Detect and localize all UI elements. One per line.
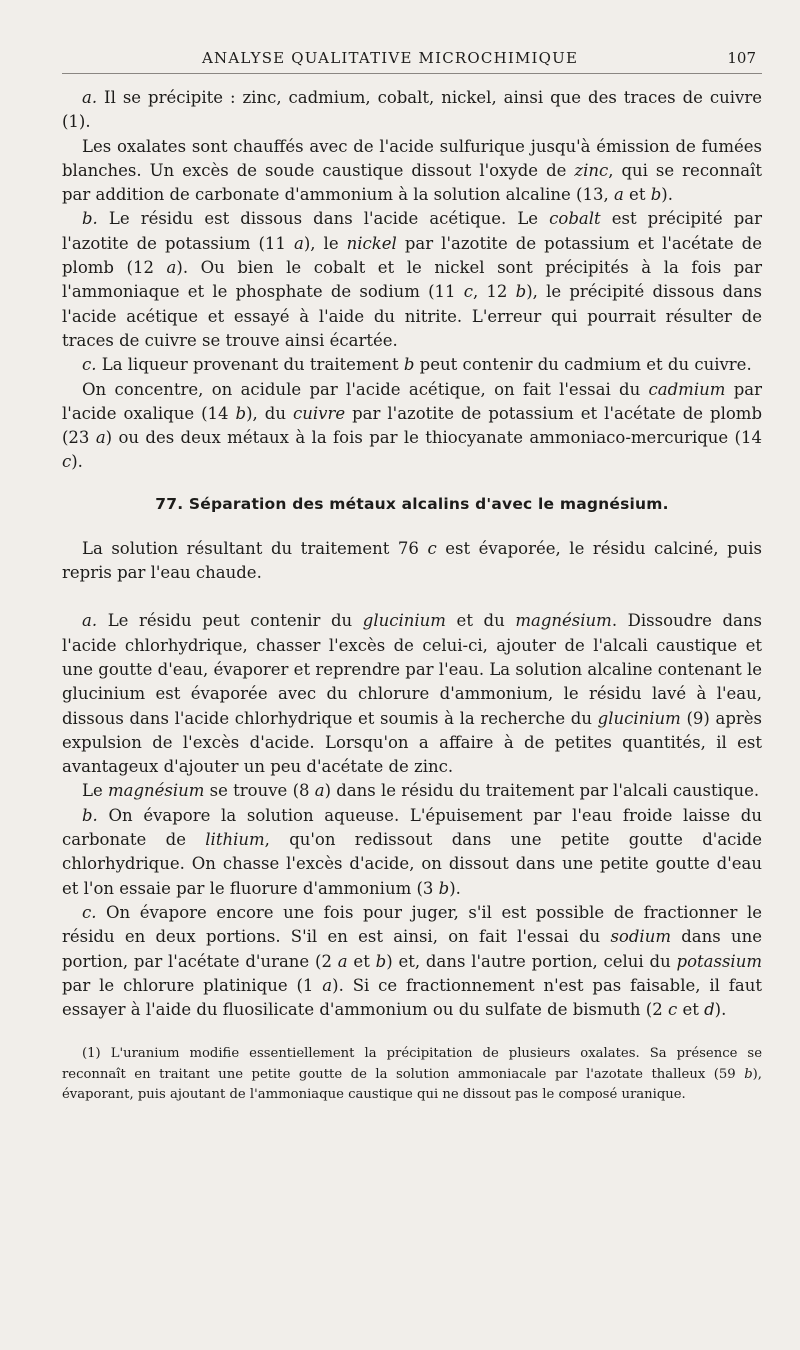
item-label: b. bbox=[82, 209, 98, 229]
running-title: ANALYSE QUALITATIVE MICROCHIMIQUE bbox=[202, 49, 579, 67]
footnote bbox=[62, 1044, 762, 1106]
paragraph-magnesium: Le magnésium se trouve (8 a) dans le résidu du traitement par l'alcali caustique. bbox=[82, 781, 760, 801]
paragraph-gap bbox=[62, 585, 762, 609]
item-label: c. bbox=[82, 355, 97, 375]
footnote-text: (1) L'uranium modifie essentiellement la précipitation de plusieurs oxalates. Sa présence se reconnaît en traitant une petite goutte de la solution ammoniacale par l'azotate thalleux (59 b), évaporant, puis ajoutant de l'ammoniaque caustique qui ne dissout pas le composé uranique. bbox=[62, 1046, 762, 1103]
paragraph-b-lithium: b. On évapore la solution aqueuse. L'épuisement par l'eau froide laisse du carbonate de lithium, qu'on redissout dans une petite goutte d'acide chlorhydrique. On chasse l'excès d'acide, on dissout dans une petite goutte d'eau et l'on essaie par le fluorure d'ammonium (3 b). bbox=[62, 805, 762, 898]
paragraph-oxalates: Les oxalates sont chauffés avec de l'acide sulfurique jusqu'à émission de fumées blanches. Un excès de soude caustique dissout l'oxyde de zinc, qui se reconnaît par addition de carbonate d'ammonium à la solution alcaline (13, a et b). bbox=[62, 136, 762, 205]
paragraph-b-residue: b. Le résidu est dissous dans l'acide acétique. Le cobalt est précipité par l'azotite de potassium (11 a), le nickel par l'azotite de potassium et l'acétate de plomb (12 a). Ou bien le cobalt et le nickel sont précipités à la fois par l'ammoniaque et le phosphate de sodium (11 c, 12 b), le précipité dissous dans l'acide acétique et essayé à l'aide du nitrite. L'erreur qui pourrait résulter de traces de cuivre se trouve ainsi écartée. bbox=[62, 209, 763, 350]
paragraph-c-sodium-potassium: c. On évapore encore une fois pour juger, s'il est possible de fractionner le résidu en deux portions. S'il en est ainsi, on fait l'essai du sodium dans une portion, par l'acétate d'urane (2 a et b) et, dans l'autre portion, celui du potassium par le chlorure platinique (1 a). Si ce fractionnement n'est pas faisable, il faut essayer à l'aide du fluosilicate d'ammonium ou du sulfate de bismuth (2 c et d). bbox=[62, 902, 762, 1020]
paragraph-a-glucinium: a. Le résidu peut contenir du glucinium et du magnésium. Dissoudre dans l'acide chlorhydrique, chasser l'excès de celui-ci, ajouter de l'alcali caustique et une goutte d'eau, évaporer et reprendre par l'eau. La solution alcaline contenant le glucinium est évaporée avec du chlorure d'ammonium, le résidu lavé à l'eau, dissous dans l'acide chlorhydrique et soumis à la recherche du glucinium (9) après expulsion de l'excès d'acide. Lorsqu'on a affaire à de petites quantités, il est avantageux d'ajouter un peu d'acétate de zinc. bbox=[62, 611, 763, 777]
page-number: 107 bbox=[727, 49, 756, 67]
item-label: c. bbox=[82, 902, 97, 922]
paragraph-concentrate: On concentre, on acidule par l'acide acétique, on fait l'essai du cadmium par l'acide oxalique (14 b), du cuivre par l'azotite de potassium et l'acétate de plomb (23 a) ou des deux métaux à la fois par le thiocyanate ammoniaco-mercurique (14 c). bbox=[62, 379, 763, 472]
paragraph-a-precipitate: a. Il se précipite : zinc, cadmium, cobalt, nickel, ainsi que des traces de cuivre (1). bbox=[62, 88, 762, 132]
item-label: b. bbox=[82, 805, 98, 825]
paragraph-solution: La solution résultant du traitement 76 c est évaporée, le résidu calciné, puis repris par l'eau chaude. bbox=[62, 538, 762, 583]
item-label: a. bbox=[82, 88, 98, 107]
running-header bbox=[62, 49, 762, 74]
section-heading: 77. Séparation des métaux alcalins d'avec le magnésium. bbox=[155, 494, 669, 513]
paragraph-c-liquor: c. La liqueur provenant du traitement b peut contenir du cadmium et du cuivre. bbox=[82, 355, 752, 375]
item-label: a. bbox=[82, 611, 98, 631]
